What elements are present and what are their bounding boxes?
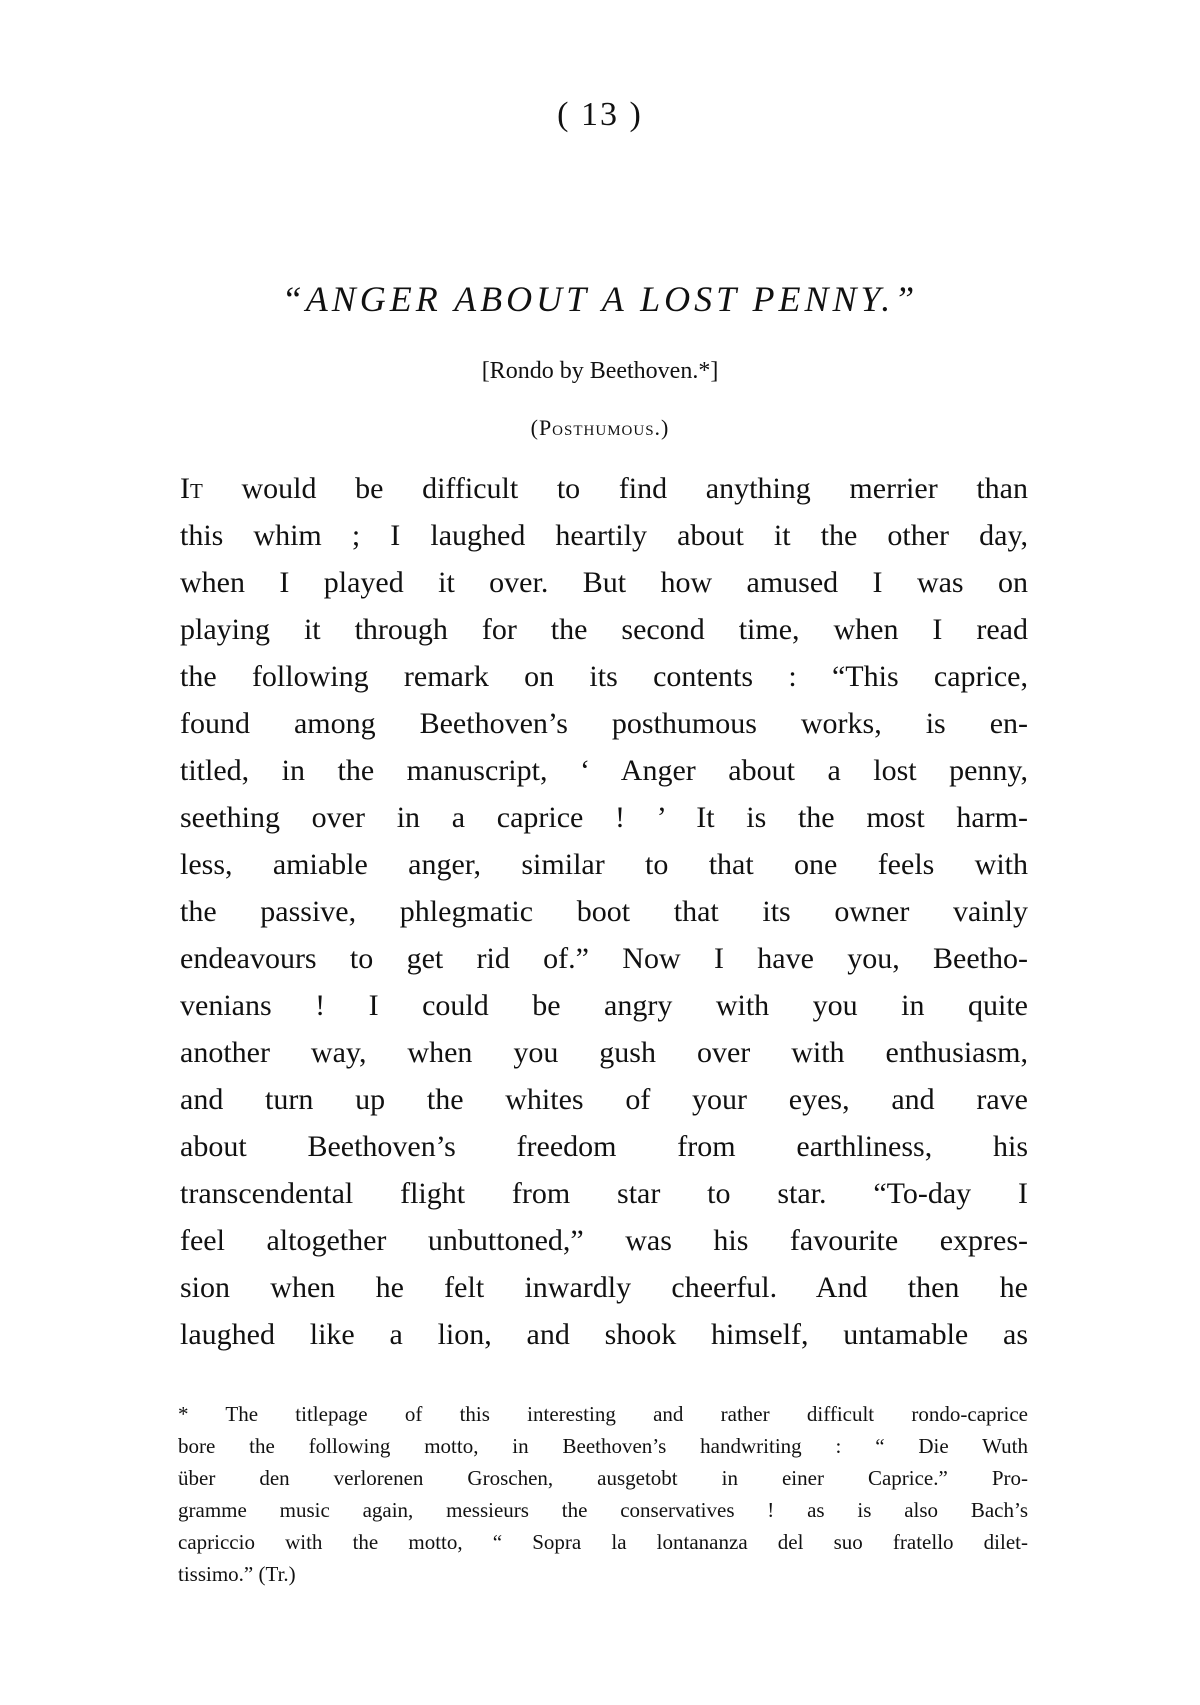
body-line: transcendental flight from star to star. “To-day I (180, 1177, 1028, 1210)
body-line: about Beethoven’s freedom from earthliness, his (180, 1130, 1028, 1163)
footnote-line: bore the following motto, in Beethoven’s handwriting : “ Die Wuth (178, 1434, 1028, 1458)
body-line: the following remark on its contents : “This caprice, (180, 660, 1028, 693)
chapter-note (0, 415, 1200, 441)
page-number: ( 13 ) (557, 96, 643, 133)
body-line: less, amiable anger, similar to that one feels with (180, 848, 1028, 881)
body-text (180, 465, 1028, 1358)
body-line: titled, in the manuscript, ‘ Anger about a lost penny, (180, 754, 1028, 787)
footnote-line: über den verlorenen Groschen, ausgetobt in einer Caprice.” Pro- (178, 1466, 1028, 1490)
body-line: laughed like a lion, and shook himself, untamable as (180, 1318, 1028, 1351)
footnote-line: * The titlepage of this interesting and rather difficult rondo-caprice (178, 1402, 1028, 1426)
body-line: this whim ; I laughed heartily about it the other day, (180, 519, 1028, 552)
body-line: when I played it over. But how amused I was on (180, 566, 1028, 599)
body-line: feel altogether unbuttoned,” was his favourite expres- (180, 1224, 1028, 1257)
body-line: playing it through for the second time, when I read (180, 613, 1028, 646)
body-line: another way, when you gush over with enthusiasm, (180, 1036, 1028, 1069)
body-line: seething over in a caprice ! ’ It is the most harm- (180, 801, 1028, 834)
body-line-text: would be difficult to find anything merrier than (202, 472, 1028, 505)
footnote-line: gramme music again, messieurs the conservatives ! as is also Bach’s (178, 1498, 1028, 1522)
footnote (178, 1398, 1028, 1590)
body-line (180, 465, 1028, 512)
body-line: and turn up the whites of your eyes, and rave (180, 1083, 1028, 1116)
body-line: venians ! I could be angry with you in quite (180, 989, 1028, 1022)
footnote-line: capriccio with the motto, “ Sopra la lontananza del suo fratello dilet- (178, 1530, 1028, 1554)
chapter-title: “ANGER ABOUT A LOST PENNY.” (281, 279, 919, 319)
body-line: sion when he felt inwardly cheerful. And then he (180, 1271, 1028, 1304)
body-first-word: It (180, 472, 203, 505)
body-line: the passive, phlegmatic boot that its owner vainly (180, 895, 1028, 928)
chapter-note-text: (Posthumous.) (530, 415, 670, 440)
footnote-line: tissimo.” (Tr.) (178, 1562, 296, 1586)
chapter-subtitle: [Rondo by Beethoven.*] (481, 358, 719, 384)
body-line: endeavours to get rid of.” Now I have you, Beetho- (180, 942, 1028, 975)
body-line: found among Beethoven’s posthumous works, is en- (180, 707, 1028, 740)
